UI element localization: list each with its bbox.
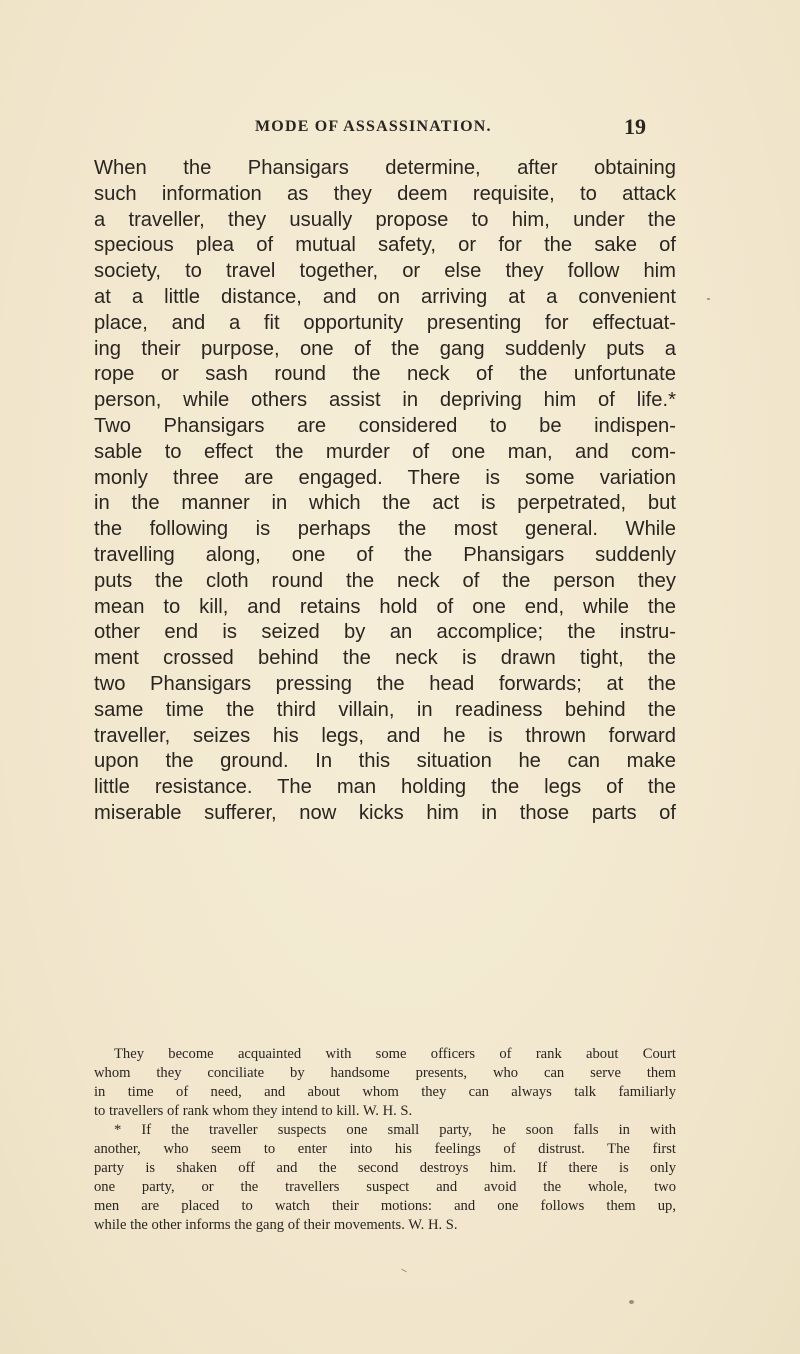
- footnote-line: men are placed to watch their motions: and one follows them up,: [94, 1198, 676, 1214]
- footnotes: [94, 1045, 676, 1235]
- text-line: ing their purpose, one of the gang suddenly puts a: [94, 337, 676, 360]
- footnote-line: one party, or the travellers suspect and avoid the whole, two: [94, 1179, 676, 1195]
- text-line: miserable sufferer, now kicks him in those parts of: [94, 801, 676, 824]
- text-line: mean to kill, and retains hold of one end, while the: [94, 595, 676, 618]
- text-line: Two Phansigars are considered to be indispen-: [94, 414, 676, 437]
- text-line: traveller, seizes his legs, and he is thrown forward: [94, 724, 676, 747]
- running-title: MODE OF ASSASSINATION.: [255, 118, 492, 135]
- text-line: two Phansigars pressing the head forwards; at the: [94, 672, 676, 695]
- text-line: travelling along, one of the Phansigars suddenly: [94, 543, 676, 566]
- footnote-line: whom they conciliate by handsome presents, who can serve them: [94, 1065, 676, 1081]
- text-line: a traveller, they usually propose to him, under the: [94, 208, 676, 231]
- text-line: When the Phansigars determine, after obtaining: [94, 157, 676, 179]
- footnote-line: to travellers of rank whom they intend to kill. W. H. S.: [94, 1103, 413, 1119]
- text-line: place, and a fit opportunity presenting for effectuat-: [94, 311, 676, 334]
- paper-speck: [401, 1269, 407, 1273]
- text-line: ment crossed behind the neck is drawn tight, the: [94, 647, 676, 670]
- paper-speck: [707, 298, 710, 300]
- footnote-line: * If the traveller suspects one small party, he soon falls in with: [114, 1122, 676, 1138]
- text-line: little resistance. The man holding the legs of the: [94, 776, 676, 799]
- footnote-line: while the other informs the gang of their movements. W. H. S.: [94, 1217, 458, 1233]
- footnote-line: another, who seem to enter into his feelings of distrust. The first: [94, 1141, 676, 1157]
- text-line: monly three are engaged. There is some variation: [94, 466, 676, 489]
- text-line: same time the third villain, in readiness behind the: [94, 698, 676, 721]
- text-line: society, to travel together, or else they follow him: [94, 260, 676, 283]
- paper-speck: [629, 1300, 634, 1304]
- body-paragraph: [94, 156, 676, 827]
- text-line: at a little distance, and on arriving at a convenient: [94, 285, 676, 308]
- text-line: the following is perhaps the most general. While: [94, 518, 676, 541]
- text-line: person, while others assist in depriving him of life.*: [94, 389, 676, 412]
- text-line: sable to effect the murder of one man, and com-: [94, 440, 676, 463]
- text-line: specious plea of mutual safety, or for the sake of: [94, 234, 676, 257]
- text-line: such information as they deem requisite, to attack: [94, 182, 676, 205]
- footnote-line: party is shaken off and the second destroys him. If there is only: [94, 1160, 676, 1176]
- text-line: puts the cloth round the neck of the person they: [94, 569, 676, 592]
- text-line: in the manner in which the act is perpetrated, but: [94, 492, 676, 515]
- footnote-line: They become acquainted with some officers of rank about Court: [114, 1046, 676, 1062]
- text-line: rope or sash round the neck of the unfortunate: [94, 363, 676, 386]
- text-line: other end is seized by an accomplice; the instru-: [94, 621, 676, 644]
- footnote-line: in time of need, and about whom they can always talk familiarly: [94, 1084, 676, 1100]
- page-header: [90, 112, 690, 142]
- text-line: upon the ground. In this situation he can make: [94, 750, 676, 773]
- page-number: 19: [624, 114, 646, 139]
